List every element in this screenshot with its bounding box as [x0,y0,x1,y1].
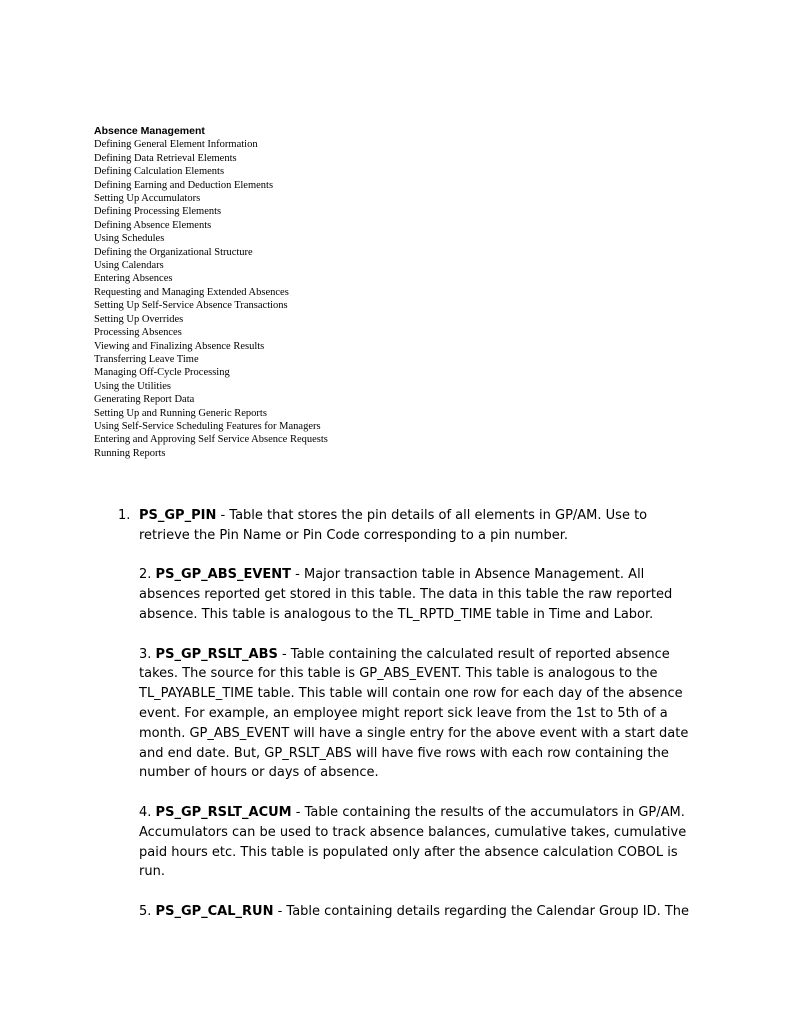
toc-item[interactable]: Viewing and Finalizing Absence Results [94,340,265,352]
entry-number: 2. [139,567,152,583]
table-entry [139,902,699,922]
toc-item[interactable]: Managing Off-Cycle Processing [94,367,230,379]
table-entry [139,803,699,882]
toc-item[interactable]: Running Reports [94,447,166,459]
toc-item[interactable]: Using Self-Service Scheduling Features for Managers [94,420,321,432]
table-name: PS_GP_RSLT_ACUM [155,804,292,820]
entry-number: 3. [139,646,152,662]
toc-item[interactable]: Defining Earning and Deduction Elements [94,179,274,191]
table-name: PS_GP_CAL_RUN [155,903,274,919]
toc-item[interactable]: Transferring Leave Time [94,353,199,365]
toc-item[interactable]: Entering Absences [94,273,173,285]
entry-number: 1. [118,508,131,523]
table-of-contents [94,125,328,460]
table-description: - Table that stores the pin details of all elements in GP/AM. Use to retrieve the Pin Name or Pin Code corresponding to a pin number. [139,508,648,543]
table-name: PS_GP_RSLT_ABS [155,646,278,662]
table-descriptions [118,506,699,942]
toc-item[interactable]: Defining Absence Elements [94,219,212,231]
table-description: - Table containing the calculated result of reported absence takes. The source for this table is GP_ABS_EVENT. This table is analogous to the TL_PAYABLE_TIME table. This table will contain one row for each day of the absence event. For example, an employee might report sick leave from the 1st to 5th of a month. GP_ABS_EVENT will have a single entry for the above event with a start date and end date. But, GP_RSLT_ABS will have five rows with each row containing the number of hours or days of absence. [139,646,689,781]
table-description: - Major transaction table in Absence Management. All absences reported get stored in this table. The data in this table the raw reported absence. This table is analogous to the TL_RPTD_TIME table in Time and Labor. [139,567,673,622]
toc-item[interactable]: Using Schedules [94,233,165,245]
toc-item[interactable]: Setting Up Self-Service Absence Transactions [94,300,288,312]
toc-item[interactable]: Defining General Element Information [94,139,258,151]
table-description: - Table containing details regarding the Calendar Group ID. The [273,903,690,919]
toc-item[interactable]: Requesting and Managing Extended Absences [94,286,289,298]
toc-item[interactable]: Defining the Organizational Structure [94,246,253,258]
toc-item[interactable]: Defining Calculation Elements [94,166,225,178]
entry-number: 5. [139,903,152,919]
toc-item[interactable]: Defining Data Retrieval Elements [94,152,237,164]
toc-item[interactable]: Using Calendars [94,260,164,272]
table-entry [118,506,699,546]
toc-item[interactable]: Setting Up Overrides [94,313,184,325]
toc-item[interactable]: Generating Report Data [94,394,195,406]
toc-item[interactable]: Setting Up and Running Generic Reports [94,407,267,419]
entry-number: 4. [139,804,152,820]
table-entry [139,565,699,624]
toc-item[interactable]: Processing Absences [94,327,182,339]
table-description: - Table containing the results of the accumulators in GP/AM. Accumulators can be used to track absence balances, cumulative takes, cumulative paid hours etc. This table is populated only after the absence calculation COBOL is run. [139,804,687,880]
toc-item[interactable]: Using the Utilities [94,380,171,392]
table-name: PS_GP_PIN [139,508,217,523]
toc-title: Absence Management [94,125,205,137]
table-entry [139,645,699,784]
toc-item[interactable]: Entering and Approving Self Service Absence Requests [94,434,328,446]
table-name: PS_GP_ABS_EVENT [155,567,292,583]
toc-item[interactable]: Setting Up Accumulators [94,193,201,205]
toc-item[interactable]: Defining Processing Elements [94,206,222,218]
